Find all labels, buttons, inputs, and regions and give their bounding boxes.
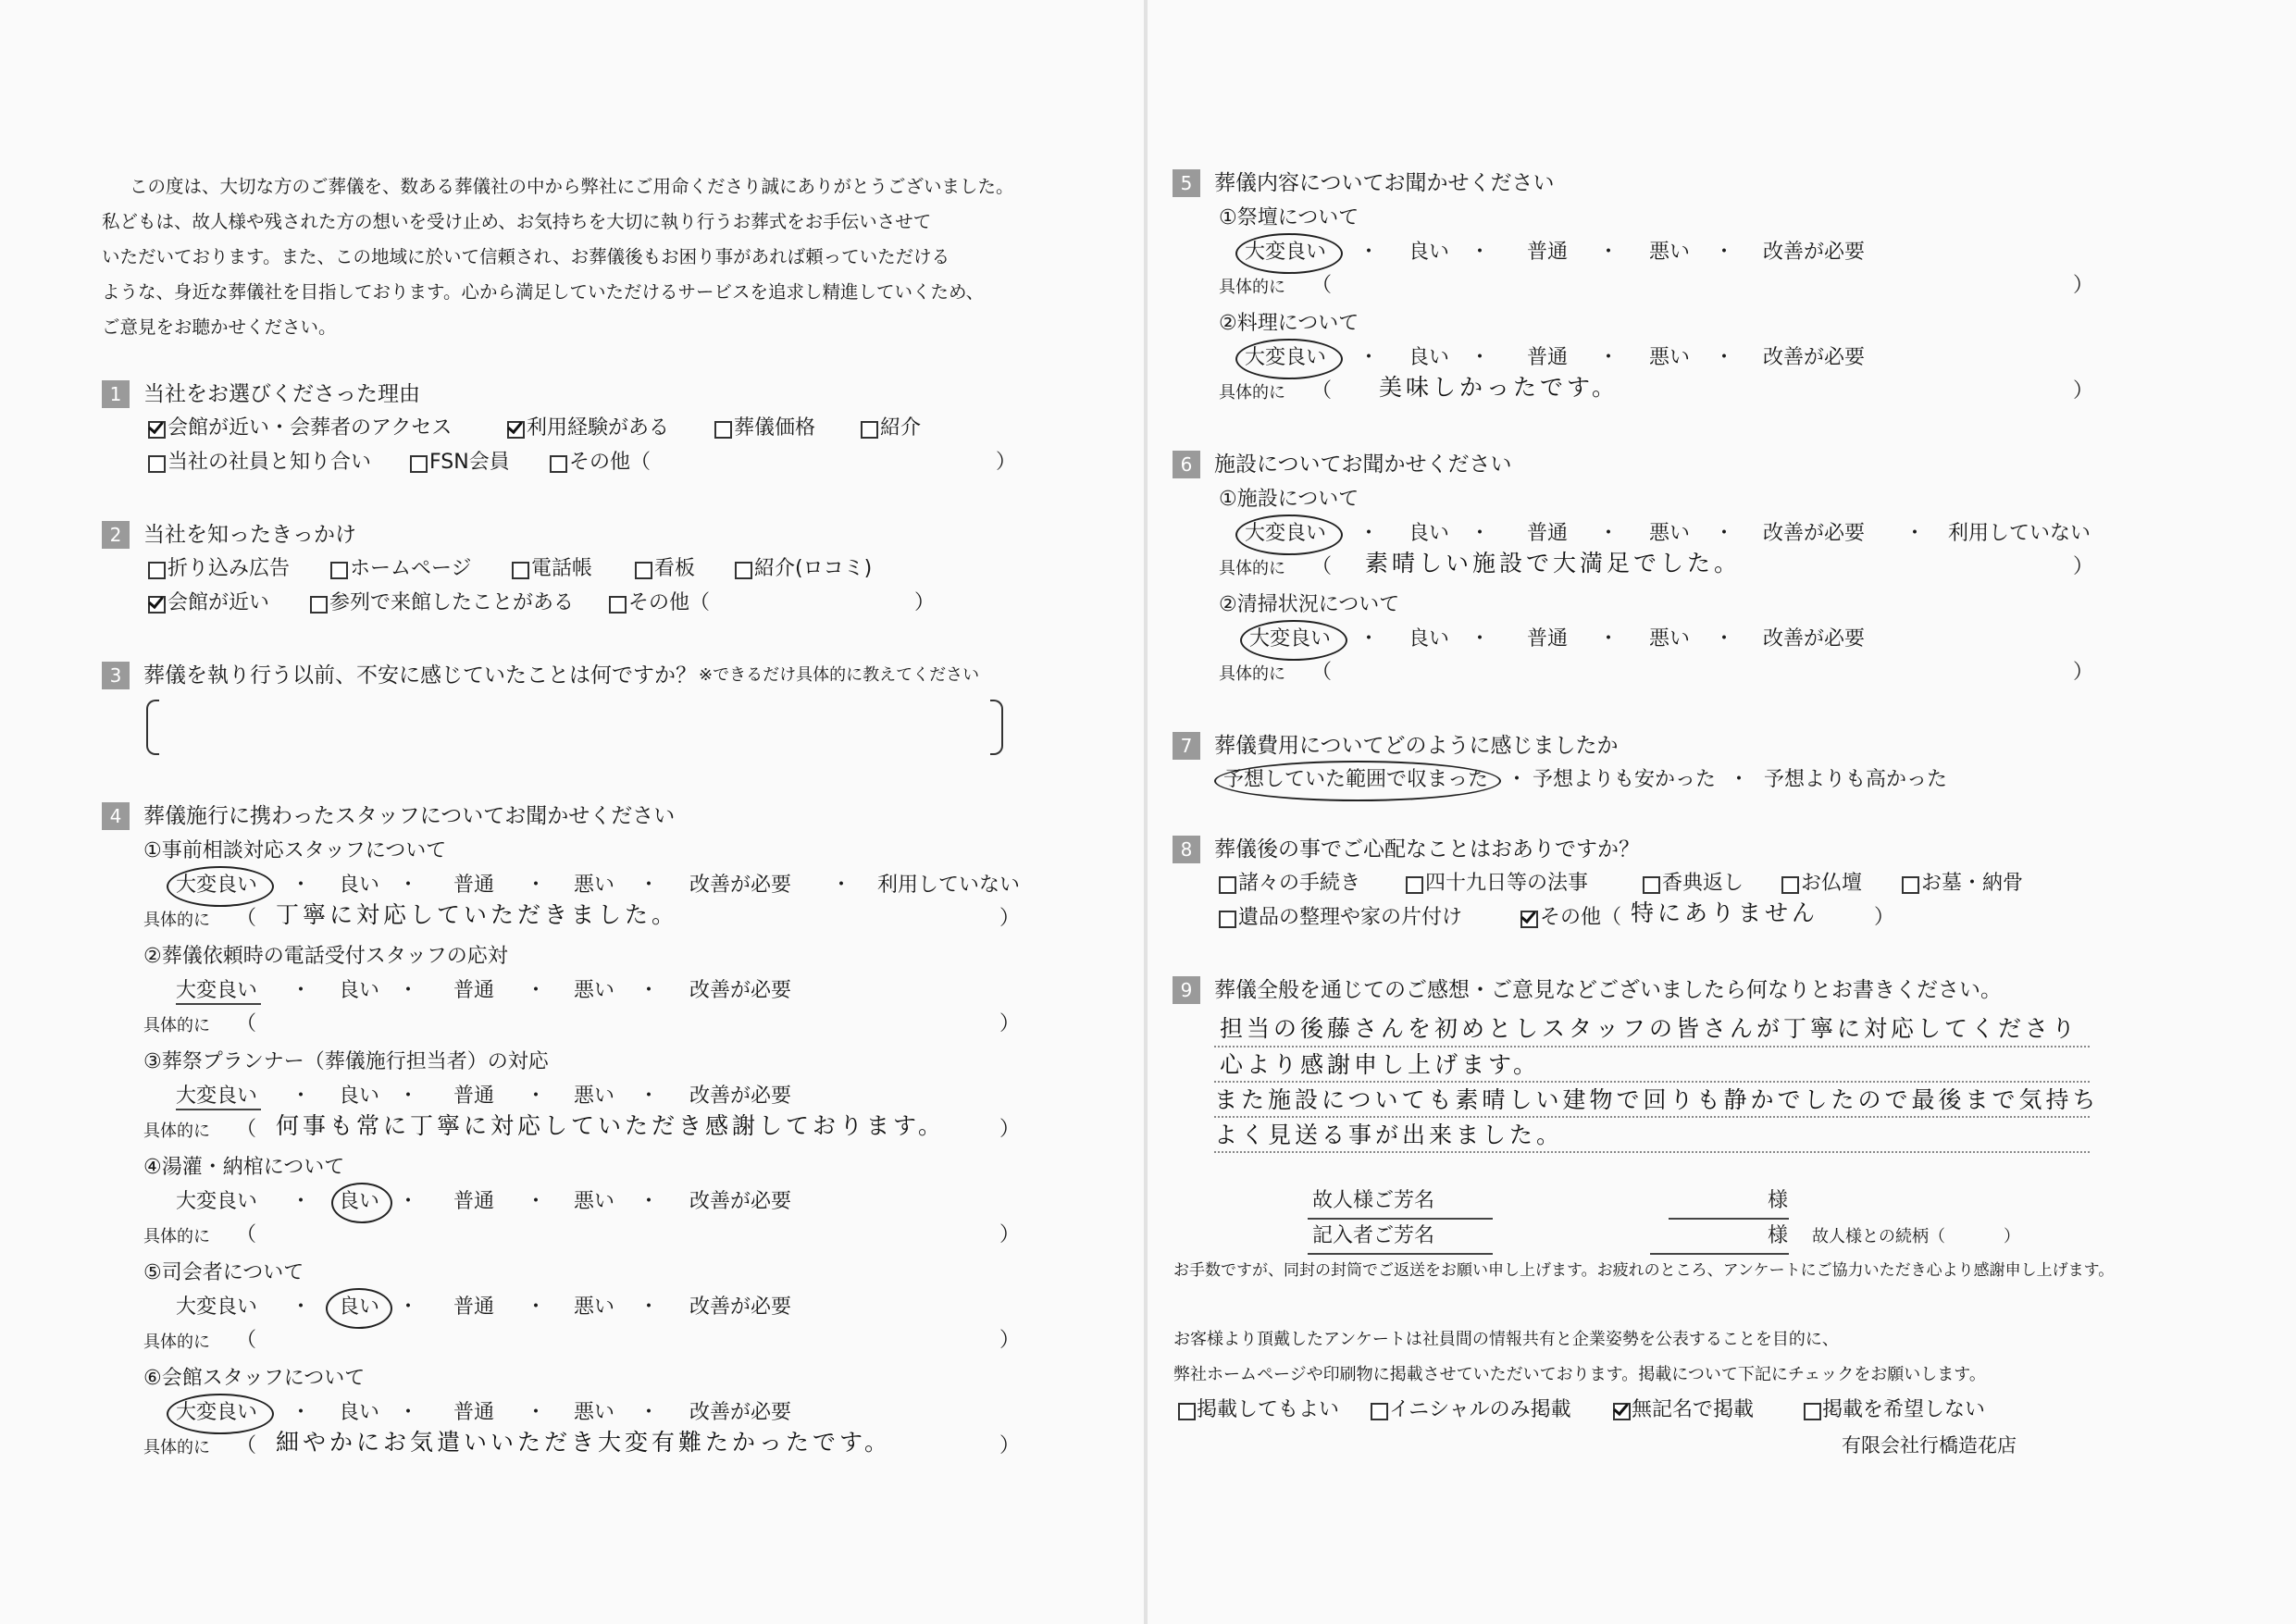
detail-label: 具体的に (143, 1016, 210, 1035)
separator: ・ (526, 1401, 547, 1424)
paren-open: （ (1311, 274, 1333, 297)
option-label: その他（ (1540, 906, 1622, 929)
option-label: イニシャルのみ掲載 (1389, 1398, 1571, 1421)
selection-circle (1235, 514, 1343, 555)
handwritten-answer: 素晴しい施設で大満足でした。 (1365, 550, 1742, 576)
handwritten-answer: 美味しかったです。 (1379, 374, 1620, 401)
separator: ・ (398, 1295, 419, 1319)
cost-option[interactable]: 予想していた範囲で収まった (1223, 768, 1489, 791)
selection-circle (331, 1183, 392, 1223)
rating-option[interactable]: 普通 (1527, 241, 1569, 264)
question-label: ②葬儀依頼時の電話受付スタッフの応対 (143, 945, 508, 968)
option-label: 利用経験がある (527, 416, 670, 440)
separator: ・ (398, 874, 419, 897)
separator: ・ (398, 1190, 419, 1213)
selection-circle (1235, 233, 1343, 274)
option-label: お仏壇 (1801, 872, 1863, 895)
relation-label: 故人様との続柄（ (1812, 1227, 1945, 1246)
deceased-name-label: 故人様ご芳名 (1312, 1189, 1435, 1212)
option-label: 電話帳 (531, 557, 593, 580)
rating-option[interactable]: 悪い (574, 979, 615, 1002)
rating-option[interactable]: 改善が必要 (689, 979, 792, 1002)
checkbox-keisai-ok[interactable] (1178, 1403, 1196, 1420)
paren-open: （ (236, 1329, 257, 1352)
rating-option[interactable]: 大変良い (176, 1085, 258, 1108)
paren-open: （ (236, 1434, 257, 1457)
separator: ・ (639, 979, 660, 1002)
paren-open: （ (236, 1118, 257, 1141)
paren-close: ） (999, 1434, 1021, 1457)
rating-option[interactable]: 良い (339, 874, 380, 897)
separator: ・ (1714, 627, 1735, 651)
checkbox-homepage[interactable] (330, 562, 348, 579)
rating-option[interactable]: 普通 (453, 1295, 495, 1319)
question-label: ④湯灌・納棺について (143, 1156, 345, 1179)
option-label: FSN会員 (429, 451, 510, 474)
rating-option[interactable]: 利用していない (1948, 522, 2091, 545)
rating-option[interactable]: 大変良い (176, 1401, 258, 1424)
question-label: ⑥会館スタッフについて (143, 1367, 366, 1390)
checkbox-orikomi[interactable] (148, 562, 166, 579)
rating-option[interactable]: 悪い (1649, 241, 1691, 264)
checkbox-tetsuzuki[interactable] (1219, 876, 1236, 894)
paren-close: ） (999, 907, 1021, 930)
section-title: 葬儀を執り行う以前、不安に感じていたことは何ですか？ (143, 663, 697, 688)
rating-option[interactable]: 普通 (453, 1190, 495, 1213)
ruled-line (1214, 1046, 2090, 1048)
cost-option[interactable]: 予想よりも安かった (1533, 768, 1717, 791)
section-title: 当社を知ったきっかけ (143, 523, 356, 547)
paren-close: ） (999, 1223, 1021, 1246)
rating-option[interactable]: 普通 (453, 1085, 495, 1108)
rating-option[interactable]: 大変良い (176, 1295, 258, 1319)
checkbox-sonota-2[interactable] (609, 596, 627, 614)
paren-open: （ (236, 1012, 257, 1035)
separator: ・ (1470, 346, 1491, 369)
paren-close: ） (2073, 661, 2094, 684)
handwritten-answer: 細やかにお気遣いいただき大変有難たかったです。 (276, 1429, 892, 1456)
rating-option[interactable]: 良い (1409, 522, 1450, 545)
separator: ・ (1470, 522, 1491, 545)
separator: ・ (398, 1085, 419, 1108)
answer-bracket-left (146, 700, 159, 755)
rating-option[interactable]: 良い (1409, 627, 1450, 651)
detail-label: 具体的に (143, 1333, 210, 1352)
paren-close: ） (2073, 379, 2094, 403)
signature-line (1308, 1218, 1493, 1220)
rating-option[interactable]: 悪い (1649, 522, 1691, 545)
paren-close: ） (999, 1329, 1021, 1352)
section-number: 1 (102, 380, 130, 408)
separator: ・ (1598, 627, 1620, 651)
checkbox-mukimei[interactable] (1613, 1403, 1631, 1420)
section-number: 8 (1173, 836, 1200, 863)
checkbox-initial[interactable] (1371, 1403, 1388, 1420)
option-label: 会館が近い・会葬者のアクセス (168, 416, 453, 440)
question-label: ③葬祭プランナー（葬儀施行担当者）の対応 (143, 1050, 549, 1073)
section-title: 葬儀内容についてお聞かせください (1214, 171, 1555, 195)
option-label: その他（ (628, 591, 711, 614)
handwritten-answer: 何事も常に丁寧に対応していただき感謝しております。 (276, 1112, 946, 1139)
rating-option[interactable]: 悪い (574, 1190, 615, 1213)
rating-option[interactable]: 改善が必要 (689, 874, 792, 897)
option-label: 諸々の手続き (1238, 872, 1361, 895)
detail-label: 具体的に (143, 1438, 210, 1457)
comment-line: また施設についても素晴しい建物で回りも静かでしたので最後まで気持ち (1214, 1086, 2100, 1113)
rating-option[interactable]: 改善が必要 (689, 1190, 792, 1213)
rating-option[interactable]: 良い (1409, 346, 1450, 369)
handwritten-answer: 特にありません (1631, 899, 1819, 926)
separator: ・ (1470, 627, 1491, 651)
separator: ・ (526, 1295, 547, 1319)
page-fold (1144, 0, 1148, 1624)
detail-label: 具体的に (143, 1227, 210, 1246)
comment-line: 心より感謝申し上げます。 (1220, 1051, 1541, 1078)
paren-close: ） (914, 591, 936, 614)
option-label: ホームページ (350, 557, 472, 580)
checkbox-denwachou[interactable] (512, 562, 529, 579)
checkbox-sougi-kakaku[interactable] (714, 421, 732, 439)
intro-line-5: ご意見をお聴かせください。 (102, 316, 337, 338)
rating-option[interactable]: 悪い (1649, 627, 1691, 651)
checkbox-riyou-keiken[interactable] (507, 421, 525, 439)
intro-line-4: ような、身近な葬儀社を目指しております。心から満足していただけるサービスを追求し精進していくため、 (102, 281, 985, 303)
separator: ・ (1507, 768, 1528, 791)
rating-option[interactable]: 良い (339, 1085, 380, 1108)
handwritten-answer: 丁寧に対応していただきました。 (276, 901, 679, 928)
option-label: お墓・納骨 (1921, 872, 2024, 895)
separator: ・ (831, 874, 852, 897)
separator: ・ (291, 979, 312, 1002)
separator: ・ (291, 1190, 312, 1213)
separator: ・ (526, 979, 547, 1002)
ruled-line (1214, 1116, 2090, 1118)
question-label: ⑤司会者について (143, 1261, 304, 1284)
separator: ・ (526, 1190, 547, 1213)
paren-close: ） (999, 1118, 1021, 1141)
rating-option[interactable]: 良い (339, 1295, 380, 1319)
selection-circle (1214, 761, 1501, 801)
separator: ・ (526, 874, 547, 897)
section-number: 2 (102, 521, 130, 549)
option-label: 香典返し (1662, 872, 1744, 895)
rating-option[interactable]: 大変良い (1245, 241, 1327, 264)
checkbox-fsn[interactable] (410, 455, 428, 473)
rating-option[interactable]: 大変良い (176, 979, 258, 1002)
option-label: 紹介(ロコミ) (754, 557, 873, 580)
question-label: ②清掃状況について (1219, 593, 1400, 616)
rating-option[interactable]: 改善が必要 (689, 1085, 792, 1108)
rating-option[interactable]: 大変良い (1245, 522, 1327, 545)
separator: ・ (291, 874, 312, 897)
separator: ・ (639, 1190, 660, 1213)
ruled-line (1214, 1081, 2090, 1083)
separator: ・ (398, 1401, 419, 1424)
detail-label: 具体的に (1219, 559, 1285, 578)
detail-label: 具体的に (1219, 383, 1285, 403)
signature-line (1650, 1253, 1789, 1255)
cost-option[interactable]: 予想よりも高かった (1764, 768, 1948, 791)
rating-option[interactable]: 改善が必要 (1763, 241, 1866, 264)
section-number: 5 (1173, 169, 1200, 197)
separator: ・ (639, 1401, 660, 1424)
writer-name-label: 記入者ご芳名 (1312, 1224, 1435, 1247)
selection-circle (167, 1394, 274, 1434)
checkbox-shain[interactable] (148, 455, 166, 473)
signature-line (1669, 1218, 1789, 1220)
checkbox-ihin[interactable] (1219, 911, 1236, 928)
rating-option[interactable]: 改善が必要 (689, 1401, 792, 1424)
section-note: ※できるだけ具体的に教えてください (699, 665, 980, 685)
option-label: 掲載を希望しない (1822, 1398, 1986, 1421)
section-title: 施設についてお聞かせください (1214, 452, 1512, 477)
separator: ・ (1470, 241, 1491, 264)
rating-option[interactable]: 悪い (574, 1085, 615, 1108)
answer-bracket-right (990, 700, 1003, 755)
rating-option[interactable]: 悪い (574, 1295, 615, 1319)
paren-close: ） (2073, 274, 2094, 297)
option-label: 参列で来館したことがある (329, 591, 575, 614)
section-title: 当社をお選びくださった理由 (143, 382, 420, 406)
checkbox-sanretsu[interactable] (310, 596, 328, 614)
rating-option[interactable]: 大変良い (176, 874, 258, 897)
paren-open: （ (1311, 661, 1333, 684)
rating-option[interactable]: 普通 (453, 1401, 495, 1424)
rating-option[interactable]: 普通 (453, 979, 495, 1002)
option-label: その他（ (569, 451, 652, 474)
paren-close: ） (1874, 906, 1895, 929)
option-label: 四十九日等の法事 (1425, 872, 1589, 895)
separator: ・ (1598, 522, 1620, 545)
separator: ・ (1714, 346, 1735, 369)
selection-underline (176, 1003, 261, 1005)
checkbox-kouden[interactable] (1643, 876, 1660, 894)
signature-line (1308, 1253, 1493, 1255)
section-number: 3 (102, 662, 130, 689)
separator: ・ (398, 979, 419, 1002)
rating-option[interactable]: 良い (339, 1190, 380, 1213)
separator: ・ (639, 874, 660, 897)
separator: ・ (639, 1295, 660, 1319)
checkbox-kaikan-chikai-2[interactable] (148, 596, 166, 614)
detail-label: 具体的に (143, 911, 210, 930)
paren-close: ） (999, 1012, 1021, 1035)
rating-option[interactable]: 良い (1409, 241, 1450, 264)
selection-circle (1235, 339, 1343, 379)
selection-circle (167, 866, 274, 907)
rating-option[interactable]: 普通 (1527, 346, 1569, 369)
rating-option[interactable]: 悪い (574, 874, 615, 897)
separator: ・ (291, 1295, 312, 1319)
publication-note-2: 弊社ホームページや印刷物に掲載させていただいております。掲載について下記にチェックをお願いします。 (1173, 1365, 1986, 1384)
intro-line-2: 私どもは、故人様や残された方の想いを受け止め、お気持ちを大切に執り行うお葬式をお手伝いさせて (102, 211, 932, 232)
rating-option[interactable]: 普通 (1527, 627, 1569, 651)
checkbox-kaikan-chikai[interactable] (148, 421, 166, 439)
section-title: 葬儀後の事でご心配なことはおありですか？ (1214, 837, 1640, 862)
checkbox-kanban[interactable] (635, 562, 652, 579)
separator: ・ (1359, 241, 1380, 264)
paren-open: （ (1311, 555, 1333, 578)
checkbox-butsudan[interactable] (1781, 876, 1799, 894)
option-label: 遺品の整理や家の片付け (1238, 906, 1463, 929)
checkbox-houji[interactable] (1406, 876, 1423, 894)
separator: ・ (1714, 522, 1735, 545)
option-label: 掲載してもよい (1197, 1398, 1340, 1421)
checkbox-kuchikomi[interactable] (735, 562, 752, 579)
option-label: 折り込み広告 (168, 557, 291, 580)
separator: ・ (1729, 768, 1750, 791)
rating-option[interactable]: 利用していない (877, 874, 1021, 897)
option-label: 無記名で掲載 (1632, 1398, 1755, 1421)
rating-option[interactable]: 大変良い (1249, 627, 1332, 651)
separator: ・ (1598, 346, 1620, 369)
comment-line: よく見送る事が出来ました。 (1214, 1122, 1564, 1148)
detail-label: 具体的に (143, 1122, 210, 1141)
sama-label: 様 (1768, 1224, 1789, 1247)
selection-circle (326, 1288, 392, 1329)
section-title: 葬儀費用についてどのように感じましたか (1214, 734, 1619, 758)
rating-option[interactable]: 悪い (574, 1401, 615, 1424)
rating-option[interactable]: 悪い (1649, 346, 1691, 369)
publication-note-1: お客様より頂戴したアンケートは社員間の情報共有と企業姿勢を公表することを目的に、 (1173, 1330, 1839, 1349)
intro-line-3: いただいております。また、この地域に於いて信頼され、お葬儀後もお困り事があれば頼っていただける (102, 246, 950, 267)
relation-close: ） (2004, 1227, 2020, 1246)
rating-option[interactable]: 普通 (1527, 522, 1569, 545)
separator: ・ (1714, 241, 1735, 264)
separator: ・ (639, 1085, 660, 1108)
checkbox-shoukai[interactable] (861, 421, 878, 439)
option-label: 紹介 (880, 416, 922, 440)
separator: ・ (1359, 627, 1380, 651)
separator: ・ (1905, 522, 1926, 545)
rating-option[interactable]: 良い (339, 979, 380, 1002)
section-number: 9 (1173, 976, 1200, 1004)
separator: ・ (1359, 522, 1380, 545)
selection-circle (1240, 620, 1347, 661)
paren-open: （ (236, 907, 257, 930)
paren-open: （ (1311, 379, 1333, 403)
rating-option[interactable]: 大変良い (176, 1190, 258, 1213)
checkbox-sonota[interactable] (550, 455, 567, 473)
separator: ・ (1359, 346, 1380, 369)
sama-label: 様 (1768, 1189, 1789, 1212)
separator: ・ (291, 1085, 312, 1108)
option-label: 当社の社員と知り合い (168, 451, 372, 474)
section-number: 6 (1173, 451, 1200, 478)
thanks-note: お手数ですが、同封の封筒でご返送をお願い申し上げます。お疲れのところ、アンケートにご協力いただき心より感謝申し上げます。 (1173, 1261, 2115, 1280)
rating-option[interactable]: 改善が必要 (1763, 627, 1866, 651)
ruled-line (1214, 1151, 2090, 1153)
rating-option[interactable]: 改善が必要 (1763, 346, 1866, 369)
comment-line: 担当の後藤さんを初めとしスタッフの皆さんが丁寧に対応してくださり (1220, 1015, 2079, 1042)
option-label: 看板 (654, 557, 696, 580)
separator: ・ (1598, 241, 1620, 264)
question-label: ①祭壇について (1219, 206, 1359, 229)
section-number: 4 (102, 802, 130, 830)
intro-line-1: この度は、大切な方のご葬儀を、数ある葬儀社の中から弊社にご用命くださり誠にありがとうございました。 (130, 176, 1014, 197)
option-label: 会館が近い (168, 591, 270, 614)
paren-close: ） (2073, 555, 2094, 578)
rating-option[interactable]: 大変良い (1245, 346, 1327, 369)
paren-close: ） (996, 451, 1017, 474)
question-label: ①施設について (1219, 488, 1359, 511)
rating-option[interactable]: 良い (339, 1401, 380, 1424)
separator: ・ (291, 1401, 312, 1424)
checkbox-ohaka[interactable] (1902, 876, 1919, 894)
checkbox-sonota-3[interactable] (1520, 911, 1538, 928)
section-title: 葬儀全般を通じてのご感想・ご意見などございましたら何なりとお書きください。 (1214, 978, 2002, 1002)
checkbox-keisai-ng[interactable] (1804, 1403, 1821, 1420)
question-label: ②料理について (1219, 312, 1359, 335)
rating-option[interactable]: 改善が必要 (1763, 522, 1866, 545)
section-number: 7 (1173, 732, 1200, 760)
section-title: 葬儀施行に携わったスタッフについてお聞かせください (143, 804, 676, 828)
rating-option[interactable]: 改善が必要 (689, 1295, 792, 1319)
paren-open: （ (236, 1223, 257, 1246)
separator: ・ (526, 1085, 547, 1108)
rating-option[interactable]: 普通 (453, 874, 495, 897)
selection-underline (176, 1109, 261, 1110)
company-name: 有限会社行橋造花店 (1842, 1434, 2017, 1457)
question-label: ①事前相談対応スタッフについて (143, 839, 447, 862)
option-label: 葬儀価格 (734, 416, 816, 440)
detail-label: 具体的に (1219, 278, 1285, 297)
detail-label: 具体的に (1219, 664, 1285, 684)
